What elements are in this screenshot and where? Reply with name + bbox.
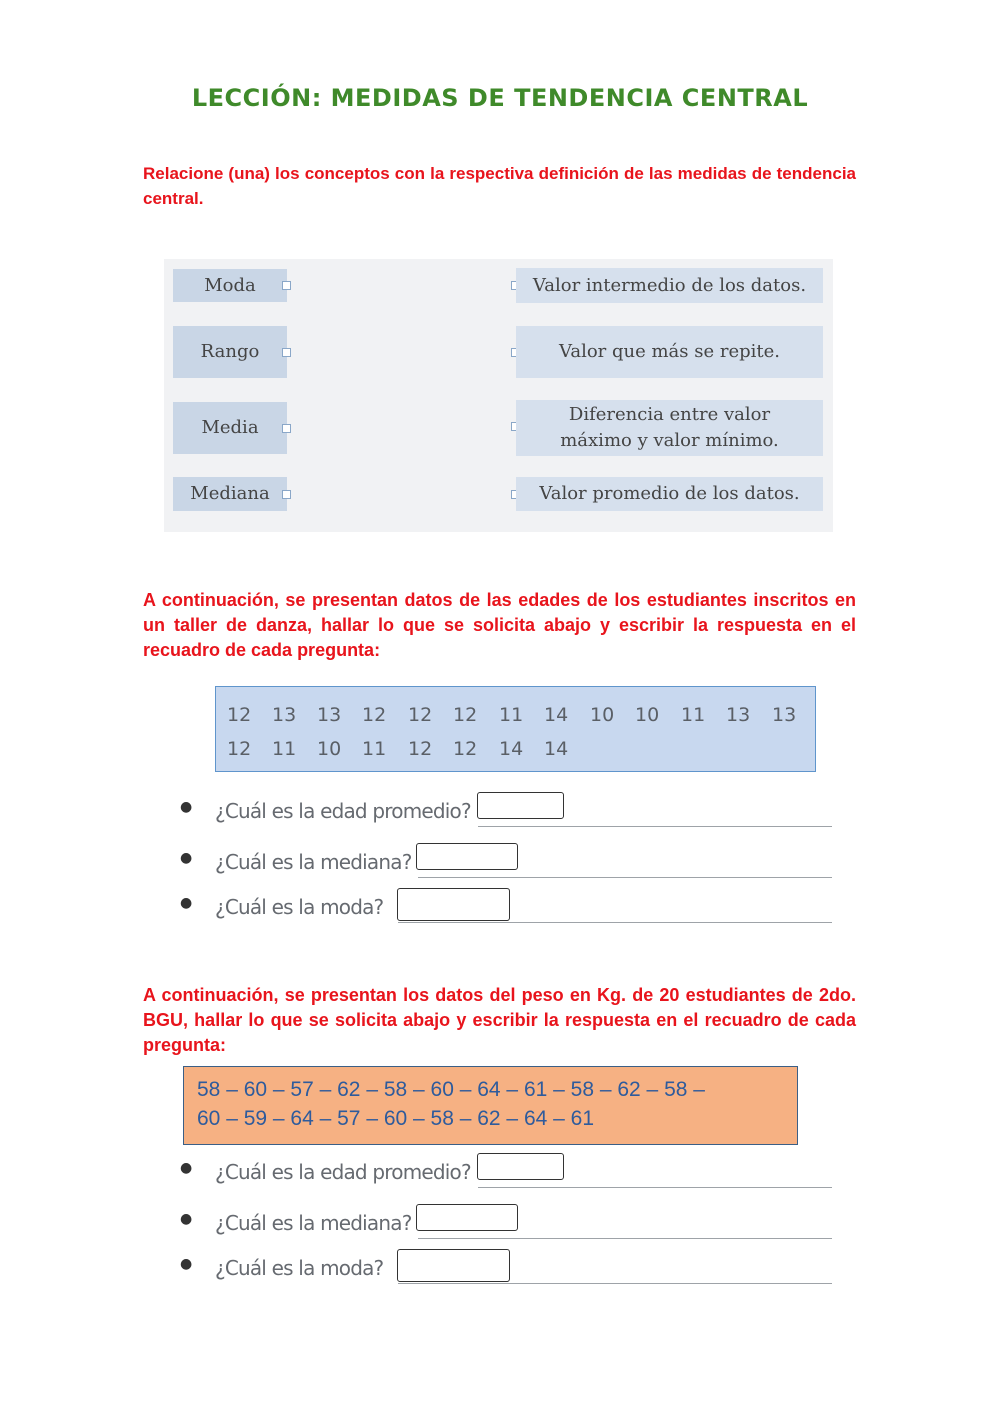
answer-underline xyxy=(398,922,832,923)
definition-valor-mas-repite[interactable]: Valor que más se repite. xyxy=(516,326,823,378)
question-label: ¿Cuál es la edad promedio? xyxy=(215,799,471,823)
bullet-icon: ● xyxy=(180,895,193,911)
bullet-icon: ● xyxy=(180,799,193,815)
ages-instruction: A continuación, se presentan datos de las edades de los estudiantes inscritos en un taller de danza, hallar lo que se solicita abajo y escribir la respuesta en el recuadro de cada pregunta: xyxy=(143,590,856,660)
age-value: 13 xyxy=(272,704,297,726)
age-value: 14 xyxy=(544,738,569,760)
weights-line-1: 58 – 60 – 57 – 62 – 58 – 60 – 64 – 61 – 58 – 62 – 58 – xyxy=(197,1078,705,1101)
age-value: 10 xyxy=(635,704,660,726)
age-value: 13 xyxy=(726,704,751,726)
question-label: ¿Cuál es la edad promedio? xyxy=(215,1160,471,1184)
weights-question-moda xyxy=(180,1250,832,1284)
answer-underline xyxy=(478,826,832,827)
question-label: ¿Cuál es la moda? xyxy=(215,895,384,919)
weights-question-promedio xyxy=(180,1154,832,1188)
concept-moda[interactable]: Moda xyxy=(173,269,287,302)
answer-underline xyxy=(398,1283,832,1284)
answer-underline xyxy=(478,1187,832,1188)
concept-rango[interactable]: Rango xyxy=(173,326,287,378)
definition-diferencia[interactable]: Diferencia entre valor máximo y valor mínimo. xyxy=(516,400,823,456)
concept-mediana-connector[interactable] xyxy=(282,490,291,499)
weights-data-box xyxy=(183,1066,798,1145)
ages-question-promedio xyxy=(180,793,832,827)
bullet-icon: ● xyxy=(180,850,193,866)
age-value: 13 xyxy=(317,704,342,726)
bullet-icon: ● xyxy=(180,1160,193,1176)
question-label: ¿Cuál es la mediana? xyxy=(215,1211,412,1235)
age-value: 13 xyxy=(772,704,797,726)
answer-underline xyxy=(418,1238,832,1239)
age-value: 12 xyxy=(362,704,387,726)
weights-line-2: 60 – 59 – 64 – 57 – 60 – 58 – 62 – 64 – 61 xyxy=(197,1107,595,1130)
age-value: 12 xyxy=(408,738,433,760)
ages-row-2 xyxy=(216,738,815,768)
ages-data-box xyxy=(215,686,816,772)
bullet-icon: ● xyxy=(180,1256,193,1272)
answer-input-weights-mediana[interactable] xyxy=(416,1204,518,1231)
answer-underline xyxy=(418,877,832,878)
age-value: 12 xyxy=(453,704,478,726)
age-value: 11 xyxy=(272,738,297,760)
age-value: 11 xyxy=(499,704,524,726)
question-label: ¿Cuál es la moda? xyxy=(215,1256,384,1280)
age-value: 10 xyxy=(590,704,615,726)
concept-rango-connector[interactable] xyxy=(282,348,291,357)
definition-valor-intermedio[interactable]: Valor intermedio de los datos. xyxy=(516,268,823,303)
concept-moda-connector[interactable] xyxy=(282,281,291,290)
age-value: 12 xyxy=(408,704,433,726)
age-value: 12 xyxy=(227,738,252,760)
answer-input-weights-promedio[interactable] xyxy=(477,1153,564,1180)
question-label: ¿Cuál es la mediana? xyxy=(215,850,412,874)
concept-media-connector[interactable] xyxy=(282,424,291,433)
ages-question-mediana xyxy=(180,844,832,878)
answer-input-ages-moda[interactable] xyxy=(397,888,510,921)
age-value: 11 xyxy=(681,704,706,726)
ages-row-1 xyxy=(216,704,815,734)
weights-instruction: A continuación, se presentan los datos del peso en Kg. de 20 estudiantes de 2do. BGU, hallar lo que se solicita abajo y escribir la respuesta en el recuadro de cada pregunta: xyxy=(143,985,856,1055)
age-value: 12 xyxy=(453,738,478,760)
answer-input-weights-moda[interactable] xyxy=(397,1249,510,1282)
age-value: 12 xyxy=(227,704,252,726)
answer-input-ages-promedio[interactable] xyxy=(477,792,564,819)
age-value: 14 xyxy=(544,704,569,726)
answer-input-ages-mediana[interactable] xyxy=(416,843,518,870)
weights-question-mediana xyxy=(180,1205,832,1239)
ages-question-moda xyxy=(180,889,832,923)
concept-mediana[interactable]: Mediana xyxy=(173,477,287,511)
age-value: 14 xyxy=(499,738,524,760)
page-title: LECCIÓN: MEDIDAS DE TENDENCIA CENTRAL xyxy=(191,84,809,112)
definition-valor-promedio[interactable]: Valor promedio de los datos. xyxy=(516,477,823,511)
match-instruction: Relacione (una) los conceptos con la respectiva definición de las medidas de tendencia central. xyxy=(143,164,856,208)
age-value: 10 xyxy=(317,738,342,760)
matching-exercise xyxy=(164,259,833,532)
bullet-icon: ● xyxy=(180,1211,193,1227)
concept-media[interactable]: Media xyxy=(173,402,287,454)
age-value: 11 xyxy=(362,738,387,760)
